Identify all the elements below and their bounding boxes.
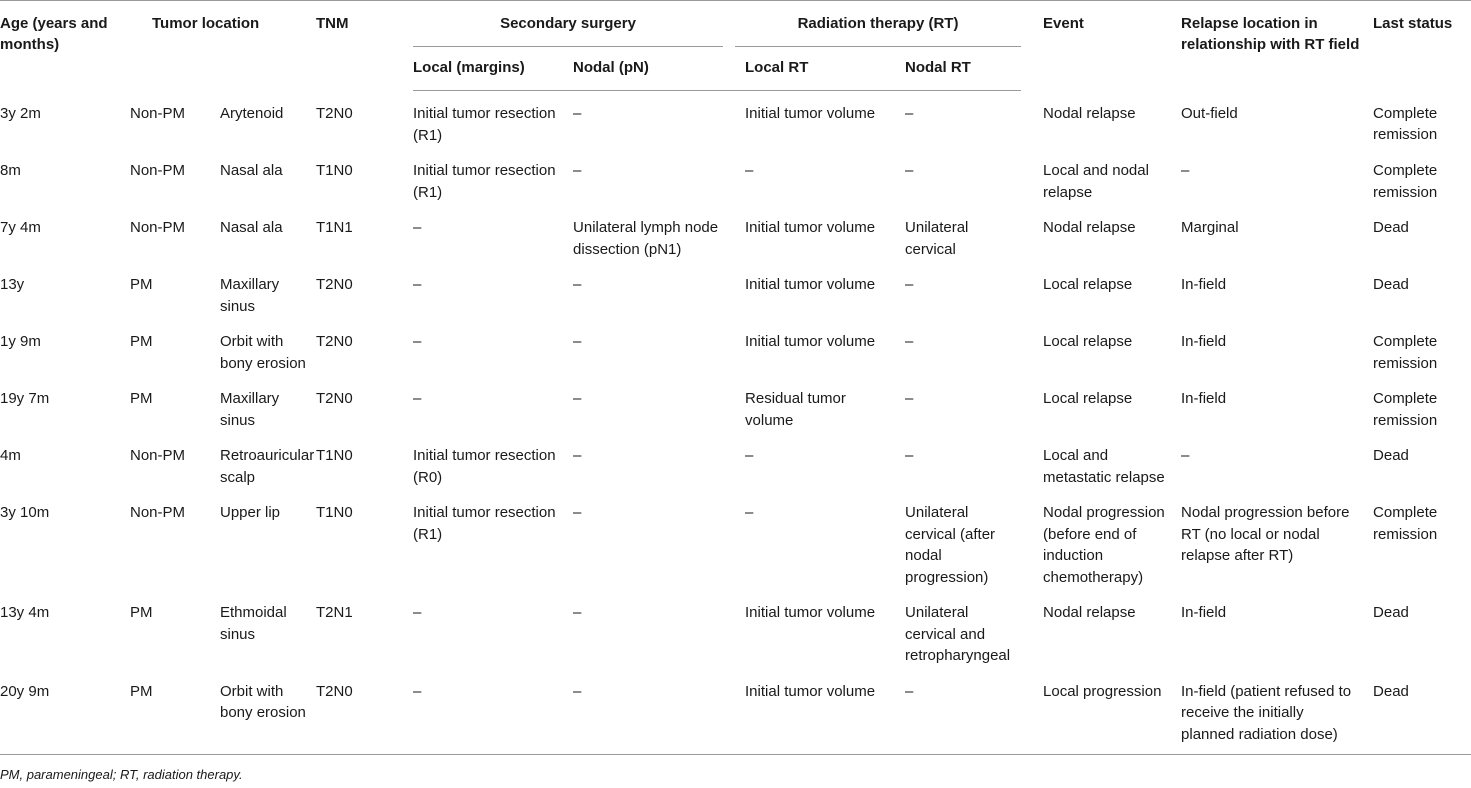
cell-local-rt: Initial tumor volume [745, 276, 876, 293]
cell-age: 8m [0, 162, 21, 179]
header-relapse-location: Relapse location in relationship with RT field [1181, 15, 1360, 53]
header-secondary-surgery [413, 1, 733, 48]
cell-age: 1y 9m [0, 333, 41, 350]
table-row [0, 492, 1471, 592]
cell-local-surgery: – [413, 219, 422, 236]
table-footnote: PM, parameningeal; RT, radiation therapy. [0, 767, 243, 782]
cell-age: 7y 4m [0, 219, 41, 236]
cell-age: 20y 9m [0, 671, 130, 755]
cell-tumor-site: Arytenoid [220, 104, 284, 122]
cell-age: 4m [0, 447, 21, 464]
cell-pm-status: Non-PM [130, 104, 186, 122]
cell-nodal-surgery: – [573, 390, 582, 407]
table-row [0, 264, 1471, 321]
cell-last-status: Dead [1373, 219, 1409, 236]
cell-pm-status: Non-PM [130, 504, 186, 521]
cell-tumor-site: Maxillary sinus [220, 390, 280, 429]
cell-local-rt: – [745, 504, 754, 521]
header-local-margins: Local (margins) [413, 47, 573, 91]
cell-event: Local progression [1021, 671, 1181, 755]
header-event: Event [1043, 15, 1084, 32]
cell-tumor-site: Nasal ala [220, 219, 283, 236]
cell-nodal-surgery: – [573, 333, 582, 350]
cell-tnm: T1N0 [316, 162, 353, 179]
cell-local-surgery: Initial tumor resection (R0) [413, 447, 556, 486]
cell-pm-status: PM [130, 276, 153, 293]
cell-event: Local and nodal relapse [1043, 162, 1149, 201]
cell-local-rt: Initial tumor volume [745, 333, 876, 350]
header-nodal-pn: Nodal (pN) [573, 47, 733, 91]
cell-relapse-location: In-field (patient refused to receive the initially planned radiation dose) [1181, 671, 1373, 755]
cell-local-rt: – [745, 162, 754, 179]
cell-nodal-surgery: – [573, 162, 582, 179]
header-nodal-rt: Nodal RT [893, 47, 1021, 91]
cell-last-status: Complete remission [1373, 390, 1438, 429]
cell-tnm: T2N0 [316, 276, 353, 293]
cell-tnm: T1N0 [316, 504, 353, 521]
cell-tumor-site: Maxillary sinus [220, 276, 280, 315]
cell-nodal-rt: – [905, 447, 914, 464]
cell-pm-status: Non-PM [130, 162, 186, 179]
cell-nodal-rt: Unilateral cervical [905, 219, 969, 258]
cell-event: Nodal progression (before end of induction chemotherapy) [1043, 504, 1165, 586]
cell-last-status: Dead [1373, 447, 1409, 464]
cell-nodal-rt: – [905, 162, 914, 179]
cell-relapse-location: In-field [1181, 276, 1227, 293]
cell-nodal-surgery: – [573, 276, 582, 293]
cell-pm-status: PM [130, 390, 153, 407]
cell-local-surgery: – [413, 276, 422, 293]
cell-nodal-rt: – [893, 671, 1021, 755]
cell-nodal-rt: – [905, 105, 914, 122]
cell-nodal-rt: – [905, 390, 914, 407]
table-row [0, 671, 1471, 755]
cell-local-surgery: – [413, 671, 573, 755]
header-tnm: TNM [316, 15, 349, 32]
cell-last-status: Complete remission [1373, 104, 1438, 143]
header-local-rt: Local RT [733, 47, 893, 91]
header-radiation-therapy [733, 1, 1021, 48]
cell-tnm: T2N0 [316, 671, 413, 755]
cell-event: Local and metastatic relapse [1043, 447, 1165, 486]
cell-local-surgery: Initial tumor resection (R1) [413, 105, 556, 144]
cell-last-status: Dead [1373, 604, 1409, 621]
cell-nodal-surgery: – [573, 604, 582, 621]
table-row [0, 592, 1471, 671]
cell-nodal-surgery: – [573, 105, 582, 122]
header-last-status: Last status [1373, 15, 1453, 32]
cell-last-status: Complete remission [1373, 333, 1438, 372]
secondary-surgery-label: Secondary surgery [413, 13, 723, 47]
cell-pm-status: PM [130, 671, 220, 755]
cell-event: Nodal relapse [1043, 604, 1136, 621]
table-row [0, 207, 1471, 264]
cell-last-status: Dead [1373, 276, 1409, 293]
cell-event: Nodal relapse [1043, 104, 1136, 122]
cell-tumor-site: Nasal ala [220, 162, 283, 179]
cell-event: Local relapse [1043, 333, 1133, 350]
cell-age: 3y 10m [0, 504, 50, 521]
table-header [0, 1, 1471, 91]
cell-event: Nodal relapse [1043, 219, 1136, 236]
cell-relapse-location: In-field [1181, 390, 1227, 407]
table-row [0, 150, 1471, 207]
cell-age: 13y [0, 276, 25, 293]
radiation-therapy-label: Radiation therapy (RT) [735, 13, 1021, 47]
cell-tumor-site: Orbit with bony erosion [220, 333, 306, 372]
cell-tnm: T1N0 [316, 447, 353, 464]
cell-nodal-surgery: – [573, 504, 582, 521]
cell-local-surgery: – [413, 333, 422, 350]
table-row [0, 91, 1471, 151]
cell-tumor-site: Retroauricular scalp [220, 447, 315, 486]
cell-local-rt: Initial tumor volume [745, 219, 876, 236]
cell-nodal-surgery: Unilateral lymph node dissection (pN1) [573, 219, 719, 258]
cell-local-rt: Initial tumor volume [733, 671, 893, 755]
cell-relapse-location: – [1181, 162, 1190, 179]
cell-relapse-location: Nodal progression before RT (no local or nodal relapse after RT) [1181, 504, 1350, 564]
cell-local-rt: Initial tumor volume [745, 105, 876, 122]
cell-relapse-location: Marginal [1181, 219, 1239, 236]
table-body [0, 91, 1471, 755]
cell-last-status: Complete remission [1373, 162, 1438, 201]
cell-nodal-surgery: – [573, 671, 733, 755]
cell-tumor-site: Upper lip [220, 504, 281, 521]
cell-pm-status: PM [130, 604, 153, 621]
cell-local-rt: Initial tumor volume [745, 604, 876, 621]
cell-relapse-location: – [1181, 447, 1190, 464]
cell-local-rt: – [745, 447, 754, 464]
cell-tnm: T2N0 [316, 104, 353, 122]
table-row [0, 435, 1471, 492]
cell-local-rt: Residual tumor volume [745, 390, 846, 429]
cell-tumor-site: Ethmoidal sinus [220, 604, 287, 643]
cell-local-surgery: – [413, 604, 422, 621]
cell-local-surgery: Initial tumor resection (R1) [413, 162, 556, 201]
cell-last-status: Dead [1373, 671, 1471, 755]
cell-pm-status: Non-PM [130, 219, 186, 236]
cell-tnm: T1N1 [316, 219, 353, 236]
cell-relapse-location: In-field [1181, 333, 1227, 350]
header-age: Age (years and months) [0, 15, 108, 53]
cell-pm-status: PM [130, 333, 153, 350]
cell-nodal-rt: Unilateral cervical and retropharyngeal [905, 604, 1011, 664]
cell-tnm: T2N0 [316, 333, 353, 350]
cell-nodal-rt: – [905, 276, 914, 293]
cell-event: Local relapse [1043, 276, 1133, 293]
cell-pm-status: Non-PM [130, 447, 186, 464]
table-row [0, 378, 1471, 435]
cell-relapse-location: In-field [1181, 604, 1227, 621]
cell-age: 19y 7m [0, 390, 50, 407]
cell-nodal-rt: Unilateral cervical (after nodal progression) [905, 504, 996, 586]
cell-age: 3y 2m [0, 104, 41, 122]
cell-local-surgery: Initial tumor resection (R1) [413, 504, 556, 543]
cell-nodal-rt: – [905, 333, 914, 350]
cell-tumor-site: Orbit with bony erosion [220, 671, 316, 755]
table-row [0, 321, 1471, 378]
cell-age: 13y 4m [0, 604, 50, 621]
header-tumor-location: Tumor location [152, 15, 260, 32]
cell-relapse-location: Out-field [1181, 104, 1238, 122]
cell-tnm: T2N0 [316, 390, 353, 407]
cell-tnm: T2N1 [316, 604, 353, 621]
cell-last-status: Complete remission [1373, 504, 1438, 543]
cell-local-surgery: – [413, 390, 422, 407]
cell-nodal-surgery: – [573, 447, 582, 464]
cell-event: Local relapse [1043, 390, 1133, 407]
